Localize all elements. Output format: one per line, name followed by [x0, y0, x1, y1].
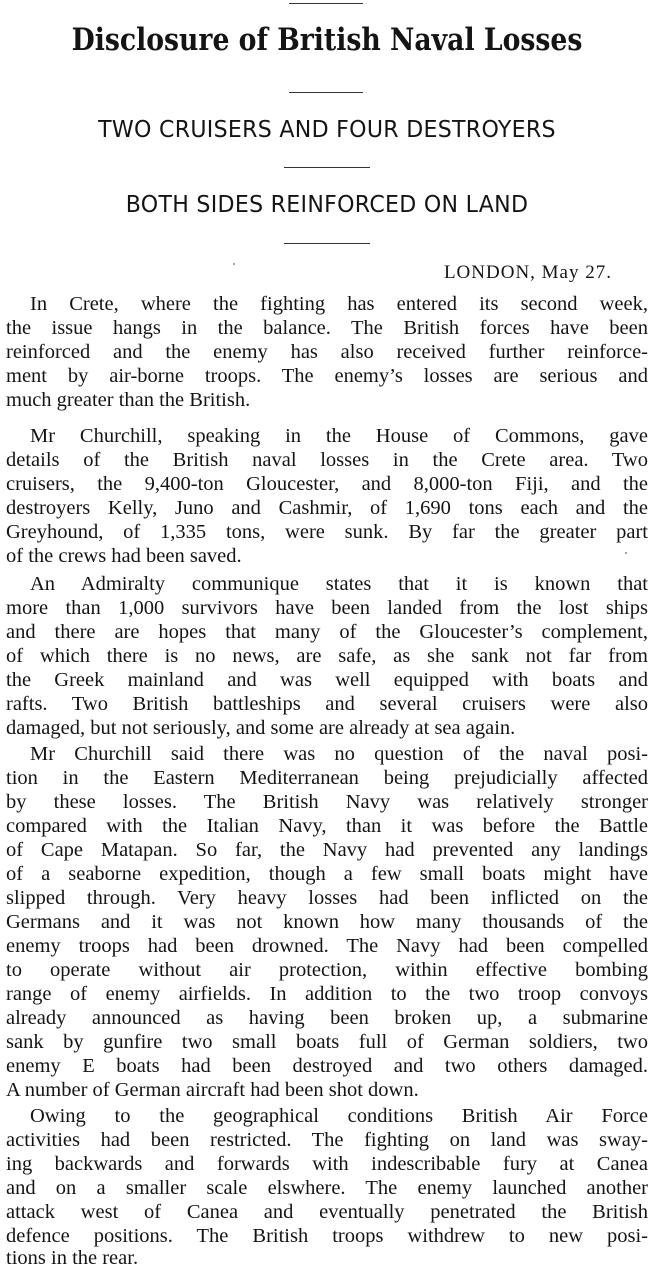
body-line: damaged, but not seriously, and some are already at sea again.: [6, 717, 516, 739]
body-line: Owing to the geographical conditions British Air Force: [30, 1105, 648, 1127]
subheadline-cruisers: TWO CRUISERS AND FOUR DESTROYERS: [98, 117, 556, 143]
body-line: In Crete, where the fighting has entered its second week,: [30, 293, 648, 315]
subheadline-rule-1: [284, 167, 370, 168]
body-line: Mr Churchill said there was no question of the naval posi-: [30, 743, 648, 765]
body-line: tions in the rear.: [6, 1247, 139, 1269]
body-line: much greater than the British.: [6, 389, 251, 411]
body-line: A number of German aircraft had been shot down.: [6, 1079, 419, 1101]
body-line: the Greek mainland and was well equipped with boats and: [6, 669, 648, 691]
body-line: defence positions. The British troops withdrew to new posi-: [6, 1225, 648, 1247]
print-speck: [233, 263, 235, 265]
subheadline-rule-2: [284, 243, 370, 244]
body-line: ing backwards and forwards with indescribable fury at Canea: [6, 1153, 648, 1175]
subheadline-land: BOTH SIDES REINFORCED ON LAND: [125, 192, 529, 218]
body-line: of which there is no news, are safe, as she sank not far from: [6, 645, 648, 667]
body-line: Mr Churchill, speaking in the House of Commons, gave: [30, 425, 648, 447]
body-line: compared with the Italian Navy, than it was before the Battle: [6, 815, 648, 837]
body-line: tion in the Eastern Mediterranean being prejudicially affected: [6, 767, 648, 789]
body-line: the issue hangs in the balance. The British forces have been: [6, 317, 648, 339]
top-rule: [289, 3, 363, 4]
body-line: already announced as having been broken up, a submarine: [6, 1007, 648, 1029]
body-line: enemy troops had been drowned. The Navy had been compelled: [6, 935, 648, 957]
body-line: attack west of Canea and eventually penetrated the British: [6, 1201, 648, 1223]
body-line: cruisers, the 9,400-ton Gloucester, and 8,000-ton Fiji, and the: [6, 473, 648, 495]
body-line: range of enemy airfields. In addition to the two troop convoys: [6, 983, 648, 1005]
body-line: and on a smaller scale elswhere. The enemy launched another: [6, 1177, 648, 1199]
body-line: of the crews had been saved.: [6, 545, 242, 567]
body-line: by these losses. The British Navy was relatively stronger: [6, 791, 648, 813]
body-line: destroyers Kelly, Juno and Cashmir, of 1,690 tons each and the: [6, 497, 648, 519]
body-line: rafts. Two British battleships and several cruisers were also: [6, 693, 648, 715]
body-line: sank by gunfire two small boats full of German soldiers, two: [6, 1031, 648, 1053]
body-line: reinforced and the enemy has also received further reinforce-: [6, 341, 648, 363]
body-line: Greyhound, of 1,335 tons, were sunk. By far the greater part: [6, 521, 648, 543]
body-line: enemy E boats had been destroyed and two others damaged.: [6, 1055, 648, 1077]
body-line: of Cape Matapan. So far, the Navy had prevented any landings: [6, 839, 648, 861]
headline-rule: [289, 92, 363, 93]
body-line: Germans and it was not known how many thousands of the: [6, 911, 648, 933]
dateline: LONDON, May 27.: [443, 262, 612, 283]
body-line: slipped through. Very heavy losses had been inflicted on the: [6, 887, 648, 909]
body-line: more than 1,000 survivors have been landed from the lost ships: [6, 597, 648, 619]
body-line: activities had been restricted. The fighting on land was sway-: [6, 1129, 648, 1151]
body-line: ment by air-borne troops. The enemy’s losses are serious and: [6, 365, 648, 387]
body-line: and there are hopes that many of the Gloucester’s complement,: [6, 621, 648, 643]
body-line: of a seaborne expedition, though a few small boats might have: [6, 863, 648, 885]
body-line: to operate without air protection, within effective bombing: [6, 959, 648, 981]
body-line: details of the British naval losses in the Crete area. Two: [6, 449, 648, 471]
headline: Disclosure of British Naval Losses: [71, 22, 583, 58]
body-line: An Admiralty communique states that it is known that: [30, 573, 648, 595]
